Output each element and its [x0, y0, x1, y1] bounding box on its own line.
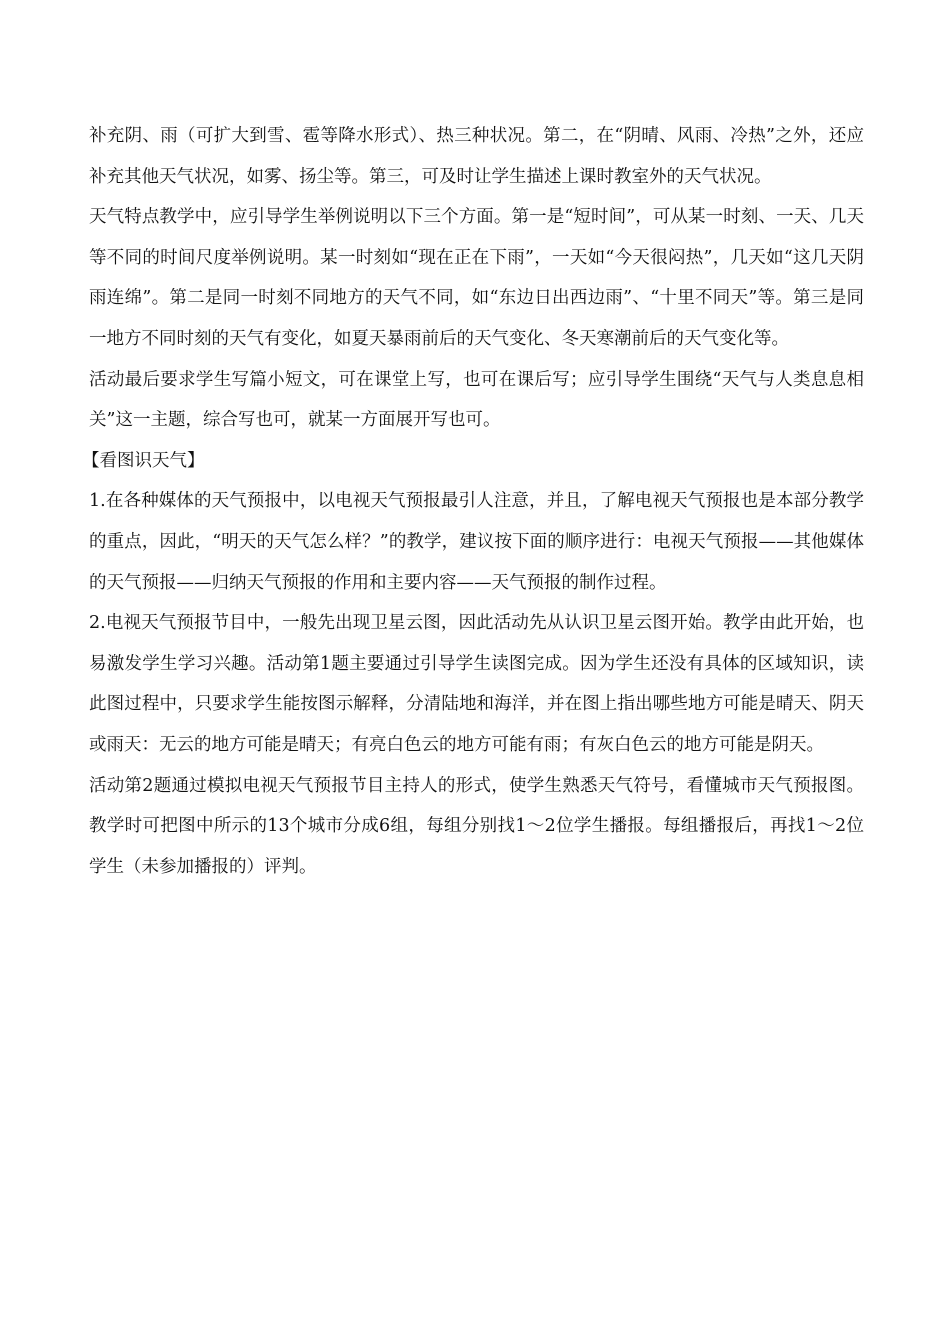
paragraph-satellite-image: 2.电视天气预报节目中，一般先出现卫星云图，因此活动先从认识卫星云图开始。教学由此开始，也易激发学生学习兴趣。活动第1题主要通过引导学生读图完成。因为学生还没有具体的区域知识，读此图过程中，只要求学生能按图示解释，分清陆地和海洋，并在图上指出哪些地方可能是晴天、阴天或雨天：无云的地方可能是晴天；有亮白色云的地方可能有雨；有灰白色云的地方可能是阴天。	[89, 613, 864, 755]
paragraph-weather-conditions: 补充阴、雨（可扩大到雪、雹等降水形式）、热三种状况。第二，在“阴晴、风雨、冷热”之外，还应补充其他天气状况，如雾、扬尘等。第三，可及时让学生描述上课时教室外的天气状况。	[89, 126, 864, 187]
paragraph-city-forecast-activity: 活动第2题通过模拟电视天气预报节目主持人的形式，使学生熟悉天气符号，看懂城市天气预报图。教学时可把图中所示的13个城市分成6组，每组分别找1～2位学生播报。每组播报后，再找1～2位学生（未参加播报的）评判。	[89, 775, 864, 877]
document-page	[82, 116, 864, 887]
paragraph-essay-activity: 活动最后要求学生写篇小短文，可在课堂上写，也可在课后写；应引导学生围绕“天气与人类息息相关”这一主题，综合写也可，就某一方面展开写也可。	[89, 369, 864, 431]
paragraph-tv-forecast: 1.在各种媒体的天气预报中，以电视天气预报最引人注意，并且，了解电视天气预报也是本部分教学的重点，因此，“明天的天气怎么样？”的教学，建议按下面的顺序进行：电视天气预报——其他媒体的天气预报——归纳天气预报的作用和主要内容——天气预报的制作过程。	[89, 491, 864, 593]
section-heading: 【看图识天气】	[82, 450, 205, 471]
paragraph-weather-features: 天气特点教学中，应引导学生举例说明以下三个方面。第一是“短时间”，可从某一时刻、一天、几天等不同的时间尺度举例说明。某一时刻如“现在正在下雨”，一天如“今天很闷热”，几天如“这几天阴雨连绵”。第二是同一时刻不同地方的天气不同，如“东边日出西边雨”、“十里不同天”等。第三是同一地方不同时刻的天气有变化，如夏天暴雨前后的天气变化、冬天寒潮前后的天气变化等。	[89, 207, 864, 349]
